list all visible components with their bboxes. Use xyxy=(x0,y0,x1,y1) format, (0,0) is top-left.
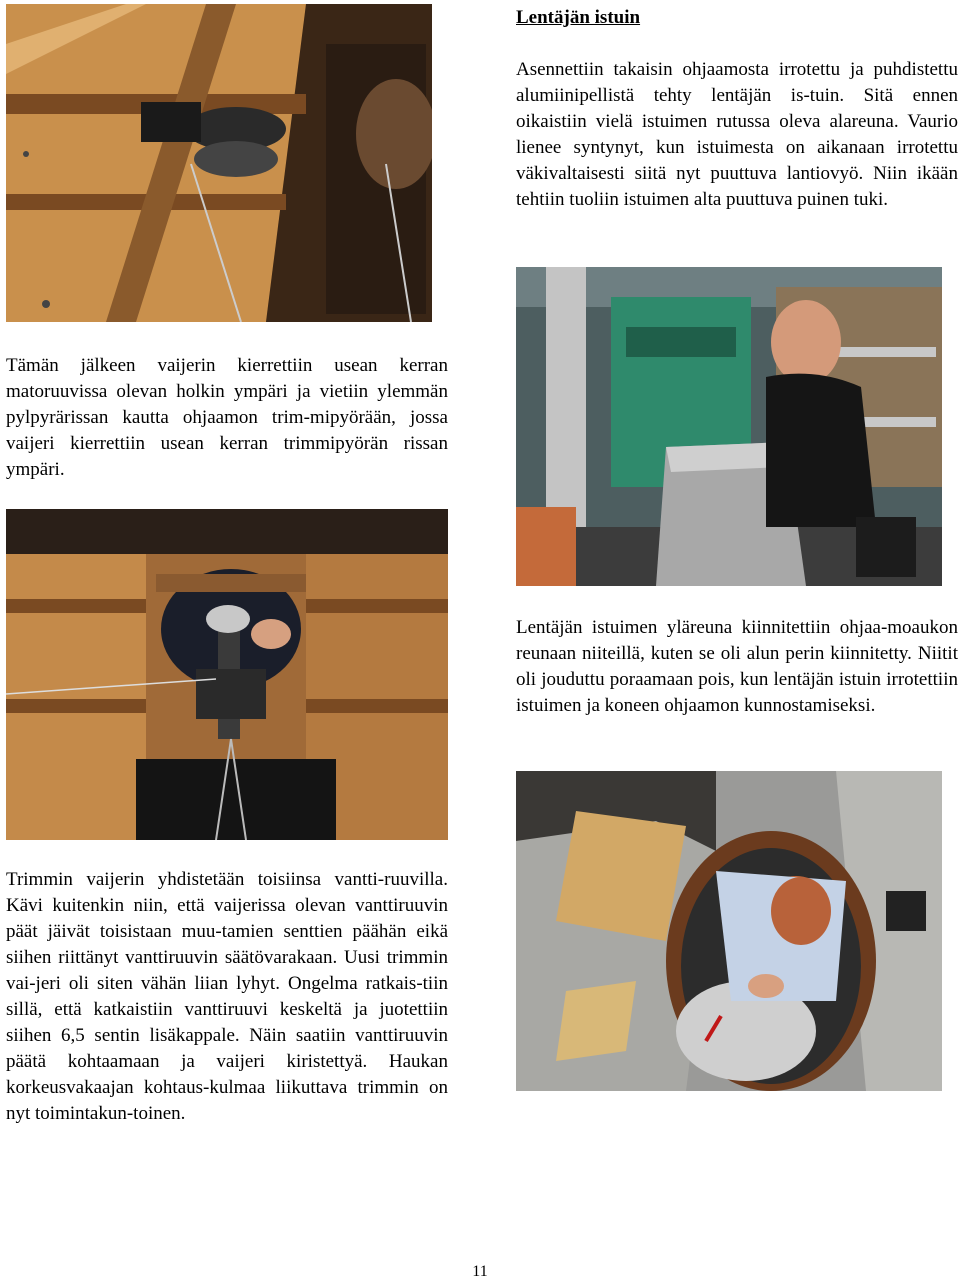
photo-cockpit-above xyxy=(516,771,942,1091)
page-number: 11 xyxy=(472,1263,488,1280)
paragraph-seat-intro: Asennettiin takaisin ohjaamosta irrotettu ja puhdistettu alumiinipellistä tehty lentäjän is-tuin. Sitä ennen oikaistiin vielä istuimen rutussa oleva alareuna. Vaurio lienee syntynyt, kun istuimesta on aikanaan irrotettu väkivaltaisesti siitä nyt puuttuva lantiovyö. Niin ikään tehtiin tuoliin istuimen alta puuttuva puinen tuki. xyxy=(516,59,958,210)
photo-pulleys xyxy=(6,4,432,322)
photo-workshop-seat xyxy=(516,267,942,586)
paragraph-cable-routing: Tämän jälkeen vaijerin kierrettiin usean kerran matoruuvissa olevan holkin ympäri ja vietiin ylemmän pylpyrärissan kautta ohjaamon trim-mipyörään, jossa vaijeri kierrettiin usean kerran trimmipyörän rissan ympäri. xyxy=(6,355,448,480)
photo-worm-screw xyxy=(6,509,448,840)
section-heading: Lentäjän istuin xyxy=(516,7,641,28)
paragraph-seat-rivets: Lentäjän istuimen yläreuna kiinnitettiin ohjaa-moaukon reunaan niiteillä, kuten se oli alun perin kiinnitetty. Niitit oli jouduttu poraamaan pois, kun lentäjän istuin irrotettiin istuimen ja koneen ohjaamon kunnostamiseksi. xyxy=(516,617,958,716)
paragraph-turnbuckle: Trimmin vaijerin yhdistetään toisiinsa vantti-ruuvilla. Kävi kuitenkin niin, että vaijerissa olevan vanttiruuvin päät jäivät toisistaan muu-tamien senttien päähän eikä siihen riittänyt vanttiruuvin säätövarakaan. Uusi trimmin vai-jeri oli siten vähän liian lyhyt. Ongelma ratkais-tiin sillä, että katkaistiin vanttiruuvi keskeltä ja juotettiin siihen 6,5 sentin lisäkappale. Näin saatiin vanttiruuvin päätä kohtaamaan ja vaijeri kiristettyä. Haukan korkeusvakaajan kohtaus-kulmaa liikuttava trimmin on nyt toimintakun-toinen. xyxy=(6,869,448,1124)
